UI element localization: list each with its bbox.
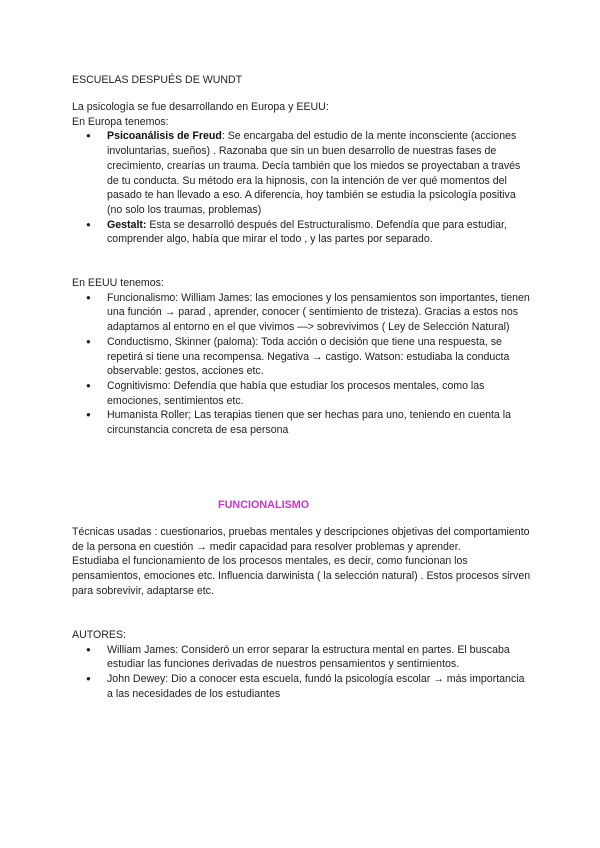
europe-list xyxy=(72,129,532,247)
list-item-humanista: ● Humanista Roller; Las terapias tienen que ser hechas para uno, teniendo en cuenta la circunstancia concreta de esa persona xyxy=(72,408,532,437)
autores-section xyxy=(72,628,532,702)
eeuu-heading: En EEUU tenemos: xyxy=(72,277,164,289)
funcionalismo-paragraph-1: Técnicas usadas : cuestionarios, pruebas mentales y descripciones objetivas del comportamiento de la persona en cuestión → medir capacidad para resolver problemas y aprender. xyxy=(72,526,530,553)
text-gestalt: Esta se desarrolló después del Estructuralismo. Defendía que para estudiar, comprender algo, había que mirar el todo , y las partes por separado. xyxy=(107,218,507,246)
list-item-psicoanalisis xyxy=(72,129,532,217)
intro-line-1: La psicología se fue desarrollando en Europa y EEUU: xyxy=(72,101,329,113)
page-title: ESCUELAS DESPUÉS DE WUNDT xyxy=(72,74,243,86)
list-item-conductismo: ● Conductismo, Skinner (paloma): Toda acción o decisión que tiene una respuesta, se repetirá si tiene una recompensa. Negativa → castigo. Watson: estudiaba la conducta observable: gestos, acciones etc. xyxy=(72,335,532,379)
list-item-cognitivismo: ● Cognitivismo: Defendía que había que estudiar los procesos mentales, como las emociones, sentimientos etc. xyxy=(72,379,532,408)
list-item-john-dewey: ● John Dewey: Dio a conocer esta escuela, fundó la psicología escolar → más importancia a las necesidades de los estudiantes xyxy=(72,672,532,701)
funcionalismo-section xyxy=(72,525,532,599)
list-item-gestalt xyxy=(72,218,532,247)
term-psicoanalisis: Psicoanálisis de Freud xyxy=(107,130,222,143)
intro-section xyxy=(72,100,532,247)
list-item-william-james: ● William James: Consideró un error separar la estructura mental en partes. El buscaba estudiar las funciones derivadas de nuestros pensamientos y sentimientos. xyxy=(72,643,532,672)
eeuu-section xyxy=(72,276,532,438)
autores-list xyxy=(72,643,532,702)
funcionalismo-paragraph-2: Estudiaba el funcionamiento de los procesos mentales, es decir, como funcionan los pensamientos, emociones etc. Influencia darwinista ( la selección natural) . Estos procesos sirven para sobrevivir, adaptarse etc. xyxy=(72,555,531,597)
autores-heading: AUTORES: xyxy=(72,629,126,641)
eeuu-list xyxy=(72,291,532,438)
list-item-funcionalismo: ● Funcionalismo: William James: las emociones y los pensamientos son importantes, tienen una función → parad , aprender, conocer ( sentimiento de tristeza). Gracias a estos nos adaptamos al entorno en el que vivimos —> sobrevivimos ( Ley de Selección Natural) xyxy=(72,291,532,335)
intro-line-2: En Europa tenemos: xyxy=(72,115,169,128)
term-gestalt: Gestalt: xyxy=(107,218,147,231)
funcionalismo-heading: FUNCIONALISMO xyxy=(218,499,310,511)
text-psicoanalisis: : Se encargaba del estudio de la mente inconsciente (acciones involuntarias, sueños) . Razonaba que sin un buen desarrollo de nuestras fases de crecimiento, crearías un trauma. Decía también que los miedos se proyectaban a través de tu conducta. Su método era la hipnosis, con la intención de ver qué momentos del pasado te han llevado a eso. A diferencia, hoy también se estudia la psicología positiva (no solo los traumas, problemas) xyxy=(107,130,521,216)
